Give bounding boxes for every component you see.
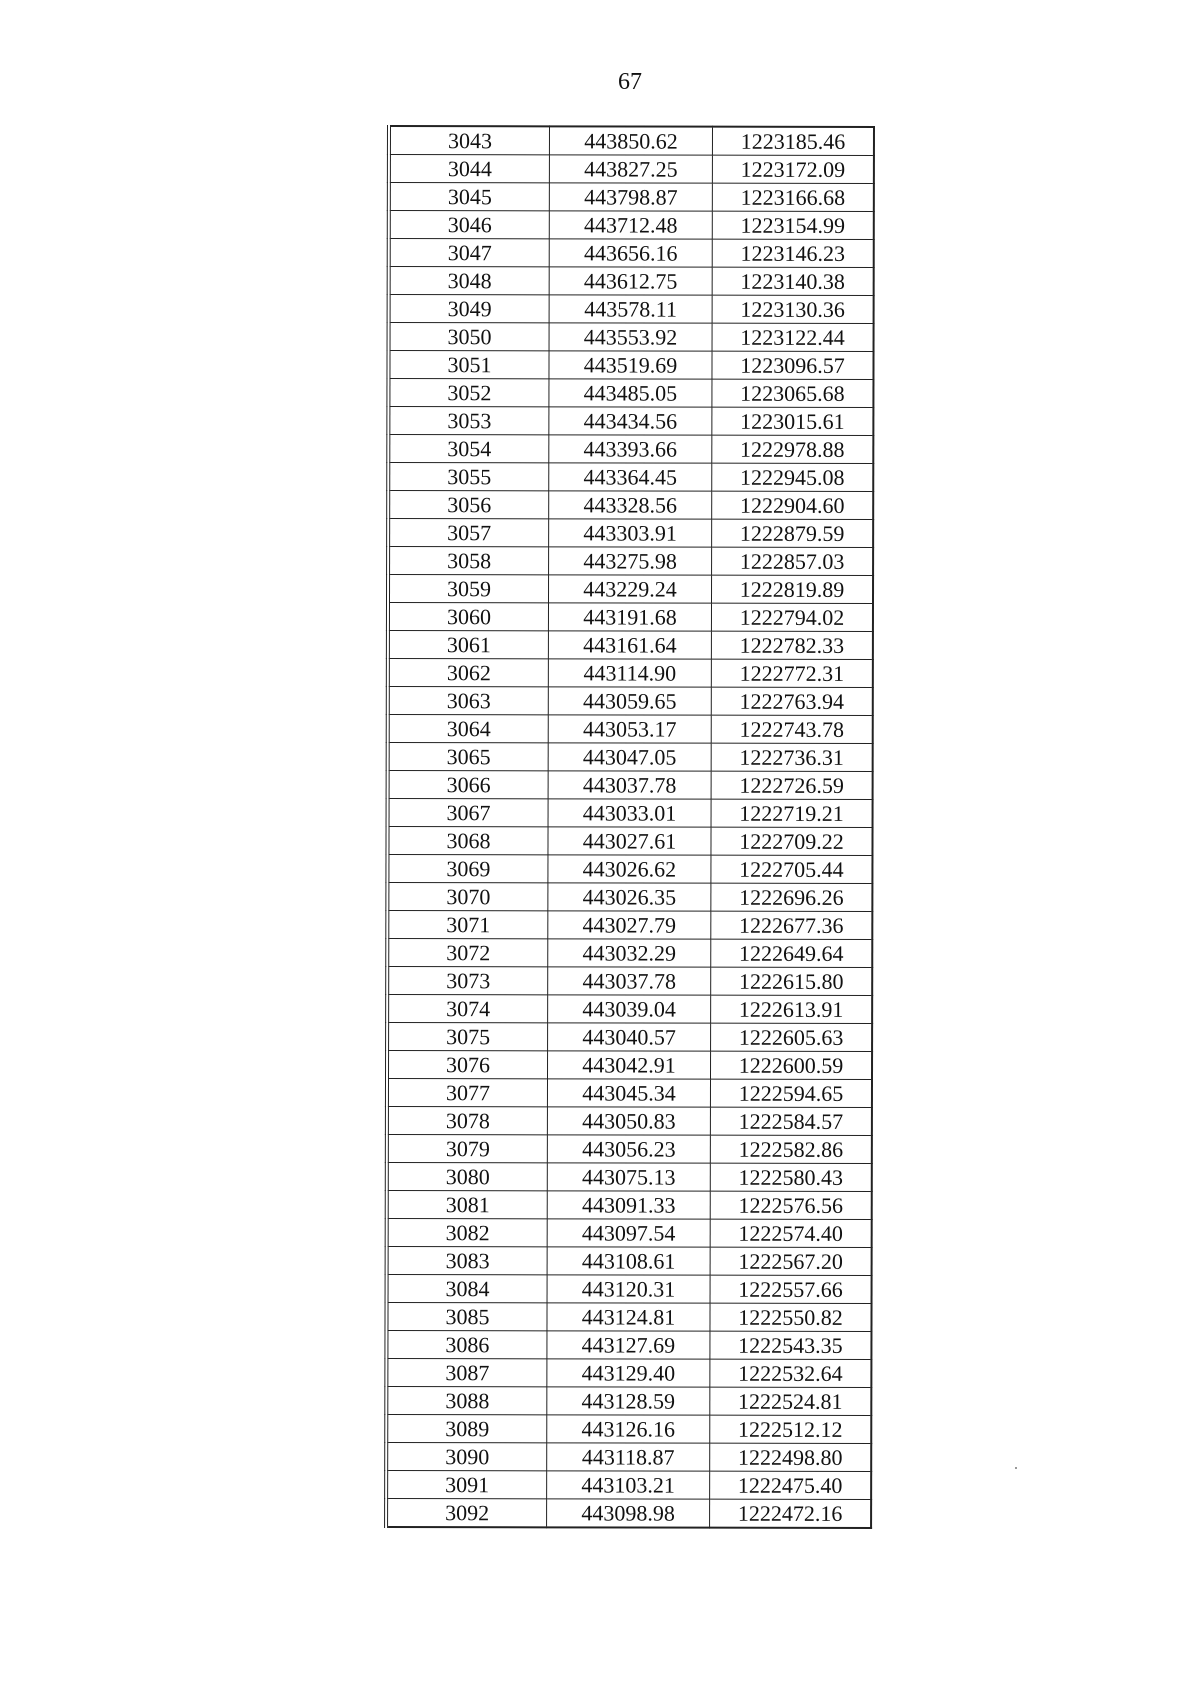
table-row (386, 1387, 871, 1416)
table-row (386, 1415, 871, 1444)
y-coordinate-cell: 1222532.64 (710, 1359, 872, 1387)
point-number-cell: 3071 (387, 911, 548, 939)
point-number-cell: 3088 (386, 1387, 547, 1415)
point-number-cell: 3083 (387, 1247, 548, 1275)
x-coordinate-cell: 443050.83 (547, 1107, 710, 1135)
table-row (389, 211, 874, 240)
y-coordinate-cell: 1222782.33 (711, 631, 873, 659)
y-coordinate-cell: 1223154.99 (712, 211, 874, 239)
y-coordinate-cell: 1222819.89 (711, 575, 873, 603)
y-coordinate-cell: 1222567.20 (710, 1247, 872, 1275)
y-coordinate-cell: 1223140.38 (712, 267, 874, 295)
point-number-cell: 3087 (386, 1359, 547, 1387)
table-row (388, 743, 873, 772)
point-number-cell: 3063 (388, 687, 549, 715)
table-row (388, 771, 873, 800)
table-row (389, 239, 874, 268)
y-coordinate-cell: 1222472.16 (710, 1499, 872, 1528)
point-number-cell: 3085 (386, 1303, 547, 1331)
table-row (387, 939, 872, 968)
point-number-cell: 3065 (388, 743, 549, 771)
point-number-cell: 3046 (389, 211, 550, 239)
point-number-cell: 3048 (389, 267, 550, 295)
x-coordinate-cell: 443039.04 (548, 995, 711, 1023)
y-coordinate-cell: 1222736.31 (711, 743, 873, 771)
y-coordinate-cell: 1222498.80 (710, 1443, 872, 1471)
table-row (387, 1219, 872, 1248)
table-row (387, 1163, 872, 1192)
x-coordinate-cell: 443108.61 (547, 1247, 710, 1275)
point-number-cell: 3049 (389, 295, 550, 323)
table-row (386, 1359, 871, 1388)
table-row (388, 603, 873, 632)
x-coordinate-cell: 443127.69 (547, 1331, 710, 1359)
y-coordinate-cell: 1222677.36 (711, 911, 873, 939)
y-coordinate-cell: 1222709.22 (711, 827, 873, 855)
x-coordinate-cell: 443037.78 (548, 967, 711, 995)
x-coordinate-cell: 443027.61 (548, 827, 711, 855)
table-row (388, 463, 873, 492)
point-number-cell: 3050 (389, 323, 550, 351)
point-number-cell: 3091 (386, 1471, 547, 1499)
point-number-cell: 3072 (387, 939, 548, 967)
point-number-cell: 3080 (387, 1163, 548, 1191)
y-coordinate-cell: 1222904.60 (712, 491, 874, 519)
table-row (388, 407, 873, 436)
y-coordinate-cell: 1222600.59 (711, 1051, 873, 1079)
table-row (388, 687, 873, 716)
point-number-cell: 3082 (387, 1219, 548, 1247)
point-number-cell: 3090 (386, 1443, 547, 1471)
y-coordinate-cell: 1222857.03 (712, 547, 874, 575)
point-number-cell: 3064 (388, 715, 549, 743)
point-number-cell: 3067 (388, 799, 549, 827)
table-row (388, 351, 873, 380)
table-row (386, 1331, 871, 1360)
y-coordinate-cell: 1222613.91 (711, 995, 873, 1023)
table-row (388, 435, 873, 464)
point-number-cell: 3073 (387, 967, 548, 995)
scan-speck (1015, 1467, 1017, 1469)
point-number-cell: 3058 (388, 547, 549, 575)
y-coordinate-cell: 1222719.21 (711, 799, 873, 827)
point-number-cell: 3092 (386, 1499, 547, 1528)
y-coordinate-cell: 1222580.43 (710, 1163, 872, 1191)
y-coordinate-cell: 1223065.68 (712, 379, 874, 407)
table-row (387, 1107, 872, 1136)
table-row (387, 911, 872, 940)
point-number-cell: 3053 (388, 407, 549, 435)
y-coordinate-cell: 1222550.82 (710, 1303, 872, 1331)
y-coordinate-cell: 1222524.81 (710, 1387, 872, 1415)
table-row (387, 1135, 872, 1164)
x-coordinate-cell: 443712.48 (549, 211, 712, 239)
table-row (388, 491, 873, 520)
table-row (389, 155, 874, 184)
table-row (387, 1191, 872, 1220)
point-number-cell: 3060 (388, 603, 549, 631)
table-row (387, 967, 872, 996)
x-coordinate-cell: 443393.66 (549, 435, 712, 463)
table-row (388, 659, 873, 688)
table-row (387, 827, 872, 856)
page-number: 67 (618, 69, 642, 95)
x-coordinate-cell: 443120.31 (547, 1275, 710, 1303)
x-coordinate-cell: 443519.69 (549, 351, 712, 379)
y-coordinate-cell: 1222574.40 (710, 1219, 872, 1247)
x-coordinate-cell: 443056.23 (547, 1135, 710, 1163)
x-coordinate-cell: 443032.29 (548, 939, 711, 967)
point-number-cell: 3076 (387, 1051, 548, 1079)
x-coordinate-cell: 443026.62 (548, 855, 711, 883)
table-row (387, 1023, 872, 1052)
table-row (388, 379, 873, 408)
point-number-cell: 3079 (387, 1135, 548, 1163)
x-coordinate-cell: 443161.64 (548, 631, 711, 659)
table-row (386, 1499, 871, 1529)
point-number-cell: 3057 (388, 519, 549, 547)
x-coordinate-cell: 443042.91 (548, 1051, 711, 1079)
point-number-cell: 3051 (388, 351, 549, 379)
y-coordinate-cell: 1222594.65 (710, 1079, 872, 1107)
x-coordinate-cell: 443656.16 (549, 239, 712, 267)
x-coordinate-cell: 443827.25 (549, 155, 712, 183)
point-number-cell: 3052 (388, 379, 549, 407)
table-row (388, 799, 873, 828)
point-number-cell: 3043 (389, 126, 550, 155)
x-coordinate-cell: 443118.87 (547, 1443, 710, 1471)
point-number-cell: 3062 (388, 659, 549, 687)
table-row (389, 126, 874, 156)
y-coordinate-cell: 1222726.59 (711, 771, 873, 799)
y-coordinate-cell: 1222475.40 (710, 1471, 872, 1499)
x-coordinate-cell: 443328.56 (549, 491, 712, 519)
point-number-cell: 3069 (387, 855, 548, 883)
point-number-cell: 3075 (387, 1023, 548, 1051)
y-coordinate-cell: 1222649.64 (711, 939, 873, 967)
table-row (389, 295, 874, 324)
coordinates-table-container (384, 125, 875, 1529)
point-number-cell: 3086 (386, 1331, 547, 1359)
point-number-cell: 3044 (389, 155, 550, 183)
x-coordinate-cell: 443045.34 (547, 1079, 710, 1107)
point-number-cell: 3068 (387, 827, 548, 855)
point-number-cell: 3054 (388, 435, 549, 463)
table-row (389, 323, 874, 352)
x-coordinate-cell: 443124.81 (547, 1303, 710, 1331)
table-body (386, 126, 874, 1528)
y-coordinate-cell: 1223146.23 (712, 239, 874, 267)
y-coordinate-cell: 1222512.12 (710, 1415, 872, 1443)
x-coordinate-cell: 443126.16 (547, 1415, 710, 1443)
point-number-cell: 3084 (387, 1275, 548, 1303)
y-coordinate-cell: 1222794.02 (711, 603, 873, 631)
y-coordinate-cell: 1223172.09 (712, 155, 874, 183)
point-number-cell: 3077 (387, 1079, 548, 1107)
x-coordinate-cell: 443612.75 (549, 267, 712, 295)
coordinates-table (384, 125, 875, 1529)
table-row (388, 631, 873, 660)
y-coordinate-cell: 1222557.66 (710, 1275, 872, 1303)
x-coordinate-cell: 443040.57 (548, 1023, 711, 1051)
table-row (386, 1303, 871, 1332)
point-number-cell: 3055 (388, 463, 549, 491)
point-number-cell: 3047 (389, 239, 550, 267)
point-number-cell: 3081 (387, 1191, 548, 1219)
table-row (386, 1443, 871, 1472)
point-number-cell: 3089 (386, 1415, 547, 1443)
y-coordinate-cell: 1222584.57 (710, 1107, 872, 1135)
point-number-cell: 3078 (387, 1107, 548, 1135)
y-coordinate-cell: 1222705.44 (711, 855, 873, 883)
x-coordinate-cell: 443047.05 (548, 743, 711, 771)
table-row (388, 547, 873, 576)
table-row (387, 1275, 872, 1304)
y-coordinate-cell: 1222945.08 (712, 463, 874, 491)
x-coordinate-cell: 443553.92 (549, 323, 712, 351)
x-coordinate-cell: 443053.17 (548, 715, 711, 743)
x-coordinate-cell: 443275.98 (549, 547, 712, 575)
x-coordinate-cell: 443026.35 (548, 883, 711, 911)
table-row (387, 1079, 872, 1108)
y-coordinate-cell: 1222576.56 (710, 1191, 872, 1219)
x-coordinate-cell: 443091.33 (547, 1191, 710, 1219)
y-coordinate-cell: 1223185.46 (712, 127, 874, 156)
table-row (387, 1051, 872, 1080)
table-row (388, 575, 873, 604)
table-row (387, 883, 872, 912)
x-coordinate-cell: 443037.78 (548, 771, 711, 799)
y-coordinate-cell: 1223130.36 (712, 295, 874, 323)
y-coordinate-cell: 1222696.26 (711, 883, 873, 911)
y-coordinate-cell: 1223122.44 (712, 323, 874, 351)
x-coordinate-cell: 443075.13 (547, 1163, 710, 1191)
x-coordinate-cell: 443850.62 (549, 126, 712, 155)
y-coordinate-cell: 1222763.94 (711, 687, 873, 715)
table-row (388, 519, 873, 548)
point-number-cell: 3074 (387, 995, 548, 1023)
point-number-cell: 3061 (388, 631, 549, 659)
table-row (389, 267, 874, 296)
table-row (387, 995, 872, 1024)
y-coordinate-cell: 1222772.31 (711, 659, 873, 687)
x-coordinate-cell: 443114.90 (548, 659, 711, 687)
x-coordinate-cell: 443033.01 (548, 799, 711, 827)
x-coordinate-cell: 443578.11 (549, 295, 712, 323)
x-coordinate-cell: 443364.45 (549, 463, 712, 491)
x-coordinate-cell: 443129.40 (547, 1359, 710, 1387)
y-coordinate-cell: 1222543.35 (710, 1331, 872, 1359)
x-coordinate-cell: 443103.21 (547, 1471, 710, 1499)
table-row (386, 1471, 871, 1500)
y-coordinate-cell: 1222978.88 (712, 435, 874, 463)
table-row (389, 183, 874, 212)
y-coordinate-cell: 1222605.63 (711, 1023, 873, 1051)
x-coordinate-cell: 443798.87 (549, 183, 712, 211)
y-coordinate-cell: 1223015.61 (712, 407, 874, 435)
y-coordinate-cell: 1222743.78 (711, 715, 873, 743)
x-coordinate-cell: 443191.68 (548, 603, 711, 631)
x-coordinate-cell: 443229.24 (548, 575, 711, 603)
x-coordinate-cell: 443098.98 (547, 1499, 710, 1528)
y-coordinate-cell: 1222615.80 (711, 967, 873, 995)
y-coordinate-cell: 1222879.59 (712, 519, 874, 547)
x-coordinate-cell: 443027.79 (548, 911, 711, 939)
x-coordinate-cell: 443303.91 (549, 519, 712, 547)
point-number-cell: 3045 (389, 183, 550, 211)
y-coordinate-cell: 1223096.57 (712, 351, 874, 379)
table-row (387, 1247, 872, 1276)
x-coordinate-cell: 443128.59 (547, 1387, 710, 1415)
point-number-cell: 3059 (388, 575, 549, 603)
y-coordinate-cell: 1222582.86 (710, 1135, 872, 1163)
point-number-cell: 3070 (387, 883, 548, 911)
point-number-cell: 3066 (388, 771, 549, 799)
x-coordinate-cell: 443485.05 (549, 379, 712, 407)
x-coordinate-cell: 443434.56 (549, 407, 712, 435)
point-number-cell: 3056 (388, 491, 549, 519)
x-coordinate-cell: 443059.65 (548, 687, 711, 715)
x-coordinate-cell: 443097.54 (547, 1219, 710, 1247)
table-row (388, 715, 873, 744)
y-coordinate-cell: 1223166.68 (712, 183, 874, 211)
table-row (387, 855, 872, 884)
